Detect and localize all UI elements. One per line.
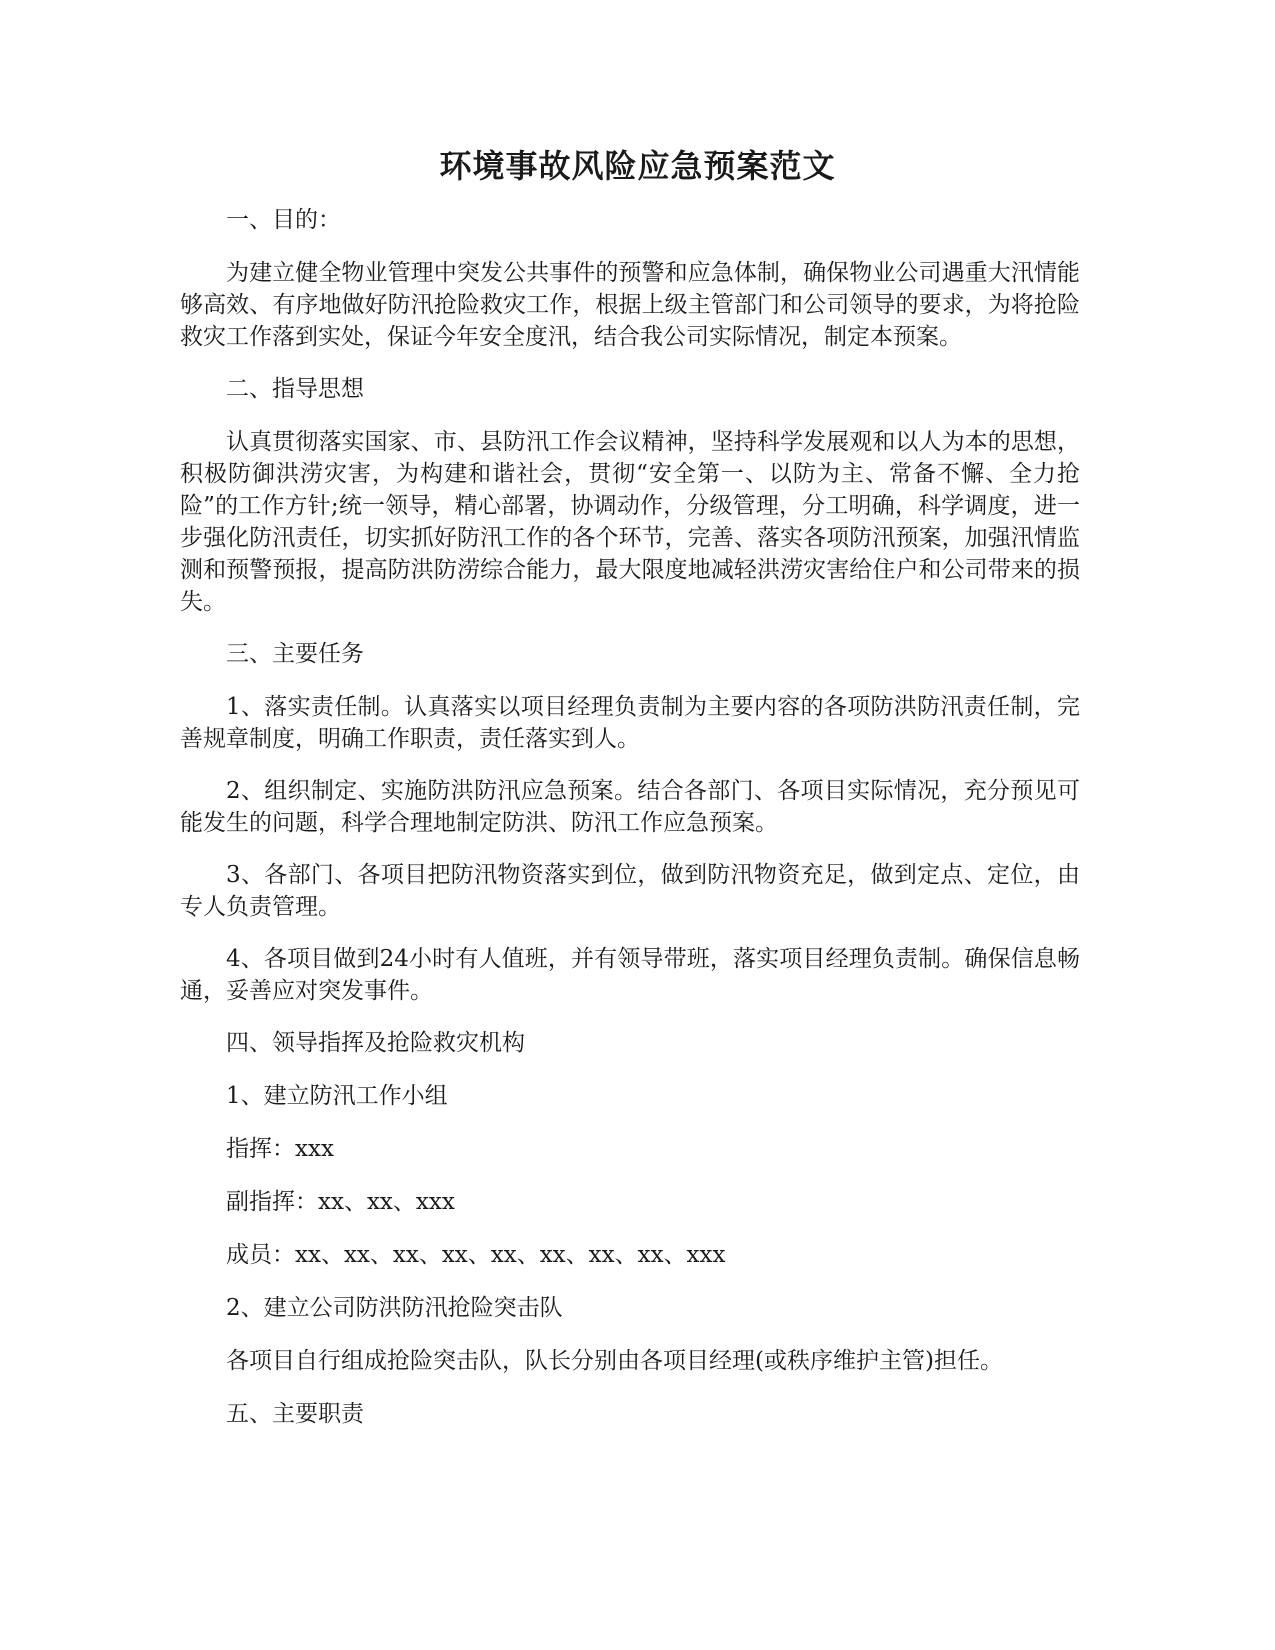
task-item-3: 3、各部门、各项目把防汛物资落实到位，做到防汛物资充足，做到定点、定位，由专人负责管理。 bbox=[180, 862, 1080, 920]
document-body bbox=[180, 204, 1080, 1451]
section-heading-main-duties: 五、主要职责 bbox=[226, 1401, 364, 1427]
subheading-flood-working-group: 1、建立防汛工作小组 bbox=[226, 1083, 448, 1109]
section-heading-command-structure: 四、领导指挥及抢险救灾机构 bbox=[226, 1030, 525, 1056]
task-item-2: 2、组织制定、实施防洪防汛应急预案。结合各部门、各项目实际情况，充分预见可能发生的问题，科学合理地制定防洪、防汛工作应急预案。 bbox=[180, 778, 1080, 836]
task-item-1: 1、落实责任制。认真落实以项目经理负责制为主要内容的各项防洪防汛责任制，完善规章制度，明确工作职责，责任落实到人。 bbox=[180, 694, 1080, 752]
subheading-rescue-team: 2、建立公司防洪防汛抢险突击队 bbox=[226, 1295, 563, 1321]
members-line: 成员：xx、xx、xx、xx、xx、xx、xx、xx、xxx bbox=[226, 1242, 726, 1268]
paragraph-purpose: 为建立健全物业管理中突发公共事件的预警和应急体制，确保物业公司遇重大汛情能够高效、有序地做好防汛抢险救灾工作，根据上级主管部门和公司领导的要求，为将抢险救灾工作落到实处，保证今年安全度汛，结合我公司实际情况，制定本预案。 bbox=[180, 260, 1080, 350]
section-heading-purpose: 一、目的： bbox=[226, 207, 341, 233]
section-heading-guiding-ideology: 二、指导思想 bbox=[226, 376, 364, 402]
deputy-commander-line: 副指挥：xx、xx、xxx bbox=[226, 1189, 455, 1215]
commander-line: 指挥：xxx bbox=[226, 1136, 334, 1162]
section-heading-main-tasks: 三、主要任务 bbox=[226, 641, 364, 667]
document-title: 环境事故风险应急预案范文 bbox=[439, 147, 836, 185]
paragraph-guiding-ideology: 认真贯彻落实国家、市、县防汛工作会议精神，坚持科学发展观和以人为本的思想，积极防御洪涝灾害，为构建和谐社会，贯彻“安全第一、以防为主、常备不懈、全力抢险”的工作方针;统一领导，精心部署，协调动作，分级管理，分工明确，科学调度，进一步强化防汛责任，切实抓好防汛工作的各个环节，完善、落实各项防汛预案，加强汛情监测和预警预报，提高防洪防涝综合能力，最大限度地减轻洪涝灾害给住户和公司带来的损失。 bbox=[180, 429, 1080, 615]
task-item-4: 4、各项目做到24小时有人值班，并有领导带班，落实项目经理负责制。确保信息畅通，妥善应对突发事件。 bbox=[180, 946, 1080, 1004]
rescue-team-description: 各项目自行组成抢险突击队，队长分别由各项目经理(或秩序维护主管)担任。 bbox=[226, 1348, 1003, 1374]
